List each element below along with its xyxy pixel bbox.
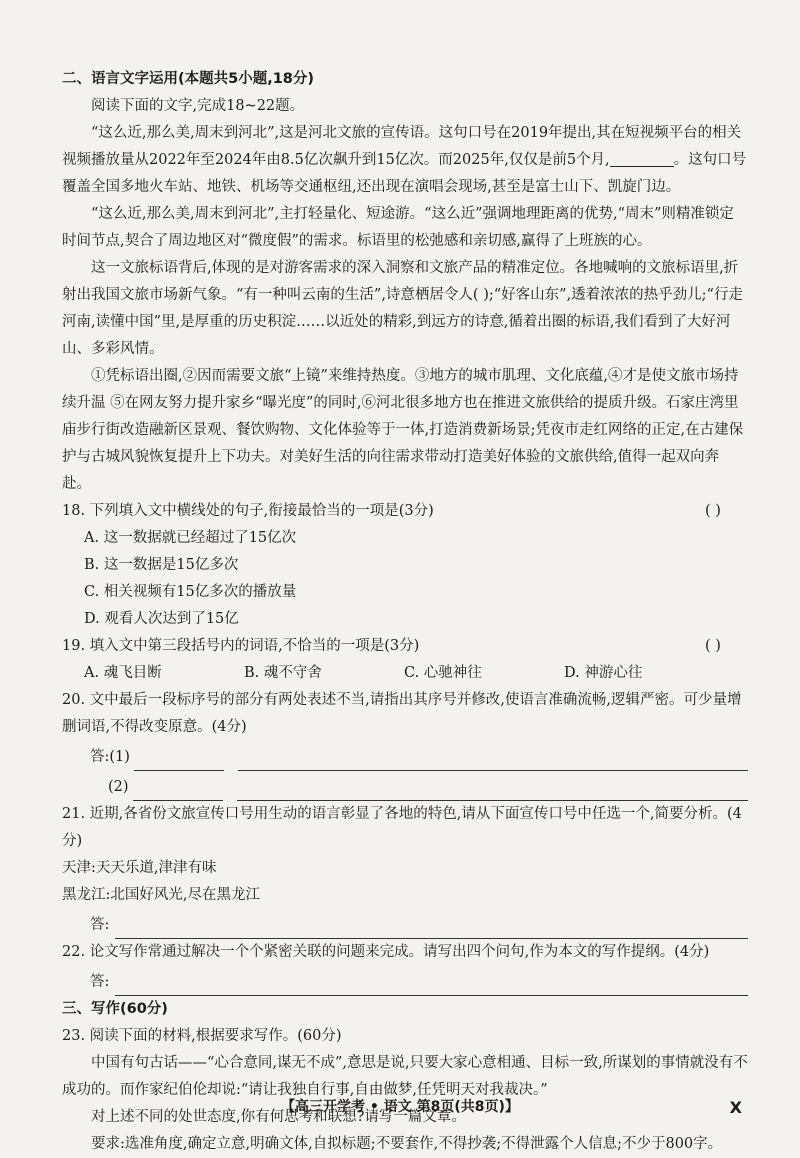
q21-answer[interactable]: 答: [90,909,748,939]
writing-material-2: 对上述不同的处世态度,你有何思考和联想?请写一篇文章。 [91,1109,466,1125]
question-19: 19. 填入文中第三段括号内的词语,不恰当的一项是(3分) ( ) [62,633,748,660]
footer-mark: X [729,1098,742,1117]
slogan-tianjin: 天津:天天乐道,津津有味 [62,860,217,876]
q19-option-a: A. 魂飞目断 [84,665,162,681]
question-23: 23. 阅读下面的材料,根据要求写作。(60分) [62,1028,342,1044]
q18-option-c: C. 相关视频有15亿多次的播放量 [84,584,297,600]
q20-answer-2[interactable]: (2) [108,771,748,801]
fill-blank [610,150,674,167]
passage-paragraph-3: 这一文旅标语背后,体现的是对游客需求的深入洞察和文旅产品的精准定位。各地喊响的文旅标语里,折射出我国文旅市场新气象。“有一种叫云南的生活”,诗意栖居令人( );“好客山东”,透着浓浓的热乎劲儿;“行走河南,读懂中国”里,是厚重的历史积淀……以近处的精彩,到远方的诗意,循着出圈的标语,我们看到了大好河山、多彩风情。 [62,260,743,357]
q18-option-b: B. 这一数据是15亿多次 [84,557,239,573]
question-20: 20. 文中最后一段标序号的部分有两处表述不当,请指出其序号并修改,使语言准确流畅,逻辑严密。可少量增删词语,不得改变原意。(4分) [62,692,742,735]
section-title-language: 二、语言文字运用(本题共5小题,18分) [62,71,315,87]
q19-option-b: B. 魂不守舍 [244,665,322,681]
passage-paragraph-4: ①凭标语出圈,②因而需要文旅“上镜”来维持热度。③地方的城市肌理、文化底蕴,④才是使文旅市场持续升温 ⑤在网友努力提升家乡“曝光度”的同时,⑥河北很多地方也在推进文旅供给的提质升级。石家庄湾里庙步行街改造融新区景观、餐饮购物、文化体验等于一体,打造消费新场景;凭夜市走红网络的正定,在古建保护与古城风貌恢复提升上下功夫。对美好生活的向往需求带动打造美好体验的文旅供给,值得一起双向奔赴。 [62,368,744,492]
reading-instruction: 阅读下面的文字,完成18~22题。 [91,98,305,114]
passage-paragraph-2: “这么近,那么美,周末到河北”,主打轻量化、短途游。“这么近”强调地理距离的优势,“周末”则精准锁定时间节点,契合了周边地区对“微度假”的需求。标语里的松弛感和亲切感,赢得了上班族的心。 [62,206,734,249]
q18-option-d: D. 观看人次达到了15亿 [84,611,239,627]
question-18: 18. 下列填入文中横线处的句子,衔接最恰当的一项是(3分) ( ) [62,498,748,525]
section-title-writing: 三、写作(60分) [62,1001,168,1017]
q20-answer-1[interactable]: 答:(1) [90,741,748,771]
question-22: 22. 论文写作常通过解决一个个紧密关联的问题来完成。请写出四个问句,作为本文的写作提纲。(4分) [62,944,710,960]
q19-options [84,660,748,687]
answer-paren: ( ) [705,503,721,519]
writing-material-1: 中国有句古话——“心合意同,谋无不成”,意思是说,只要大家心意相通、目标一致,所谋划的事情就没有不成功的。而作家纪伯伦却说:“请让我独自行事,自由做梦,任凭明天对我裁决。” [62,1055,748,1098]
question-21: 21. 近期,各省份文旅宣传口号用生动的语言彰显了各地的特色,请从下面宣传口号中任选一个,简要分析。(4分) [62,806,742,849]
writing-requirement: 要求:选准角度,确定立意,明确文体,自拟标题;不要套作,不得抄袭;不得泄露个人信息;不少于800字。 [91,1136,723,1152]
q19-option-d: D. 神游心往 [564,665,643,681]
q19-option-c: C. 心驰神往 [404,665,482,681]
page-footer: 【高三开学考 • 语文 第8页(共8页)】 [281,1099,519,1115]
q22-answer[interactable]: 答: [90,966,748,996]
slogan-heilongjiang: 黑龙江:北国好风光,尽在黑龙江 [62,887,260,903]
answer-paren: ( ) [705,638,721,654]
q18-option-a: A. 这一数据就已经超过了15亿次 [84,530,297,546]
passage-paragraph-1: “这么近,那么美,周末到河北”,这是河北文旅的宣传语。这句口号在2019年提出,其在短视频平台的相关视频播放量从2022年至2024年由8.5亿次飙升到15亿次。而2025年,仅仅是前5个月, 。这句口号覆盖全国多地火车站、地铁、机场等交通枢纽,还出现在演唱会现场,甚至是富士山下、凯旋门边。 [62,125,747,195]
